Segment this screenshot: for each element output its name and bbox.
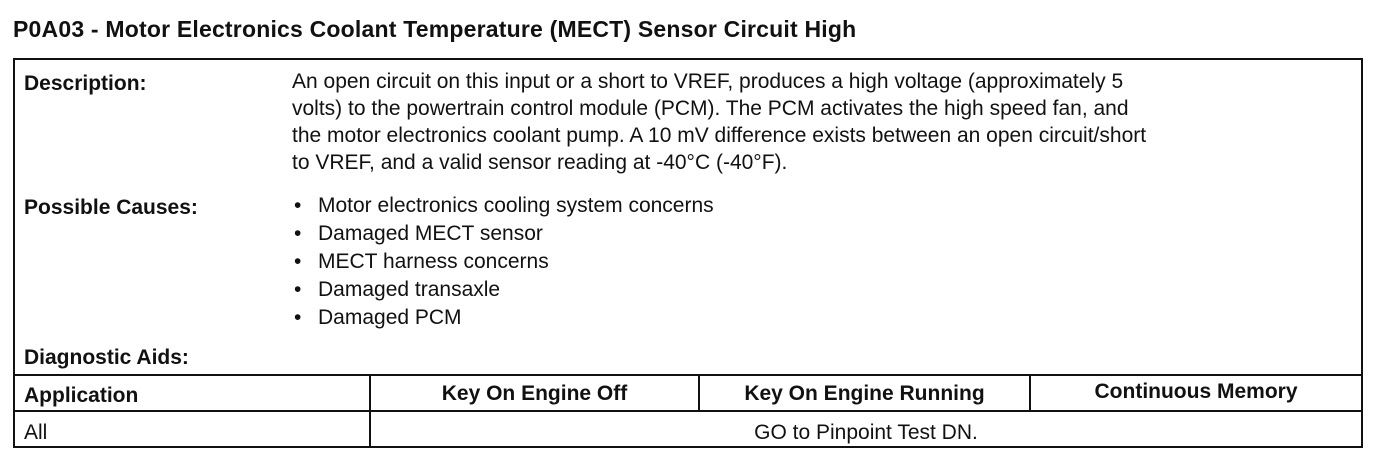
list-item: • MECT harness concerns [292, 248, 714, 276]
list-item: • Damaged PCM [292, 304, 714, 332]
cell-application: All [24, 421, 48, 444]
description-line: An open circuit on this input or a short to VREF, produces a high voltage (approximately 5 [292, 70, 1124, 93]
header-application: Application [24, 384, 139, 407]
list-item: • Damaged transaxle [292, 276, 714, 304]
dtc-info-table [13, 58, 1363, 448]
diagnostic-aids-label: Diagnostic Aids: [24, 346, 189, 369]
list-item: • Motor electronics cooling system concerns [292, 192, 714, 220]
possible-causes-label: Possible Causes: [24, 196, 198, 219]
cell-action: GO to Pinpoint Test DN. [754, 421, 978, 444]
page-title: P0A03 - Motor Electronics Coolant Temperature (MECT) Sensor Circuit High [13, 16, 857, 42]
header-koer: Key On Engine Running [744, 382, 985, 405]
description-label: Description: [24, 72, 147, 95]
header-continuous-memory: Continuous Memory [1094, 380, 1298, 403]
table-header-divider [15, 410, 1361, 412]
description-text [292, 68, 1146, 176]
list-item: • Damaged MECT sensor [292, 220, 714, 248]
possible-causes-list [292, 192, 714, 332]
table-top-border [15, 374, 1361, 376]
description-line: volts) to the powertrain control module (PCM). The PCM activates the high speed fan, and [292, 97, 1129, 120]
description-line: to VREF, and a valid sensor reading at -40°C (-40°F). [292, 151, 788, 174]
header-koeo: Key On Engine Off [441, 382, 628, 405]
description-line: the motor electronics coolant pump. A 10 mV difference exists between an open circuit/short [292, 124, 1147, 147]
